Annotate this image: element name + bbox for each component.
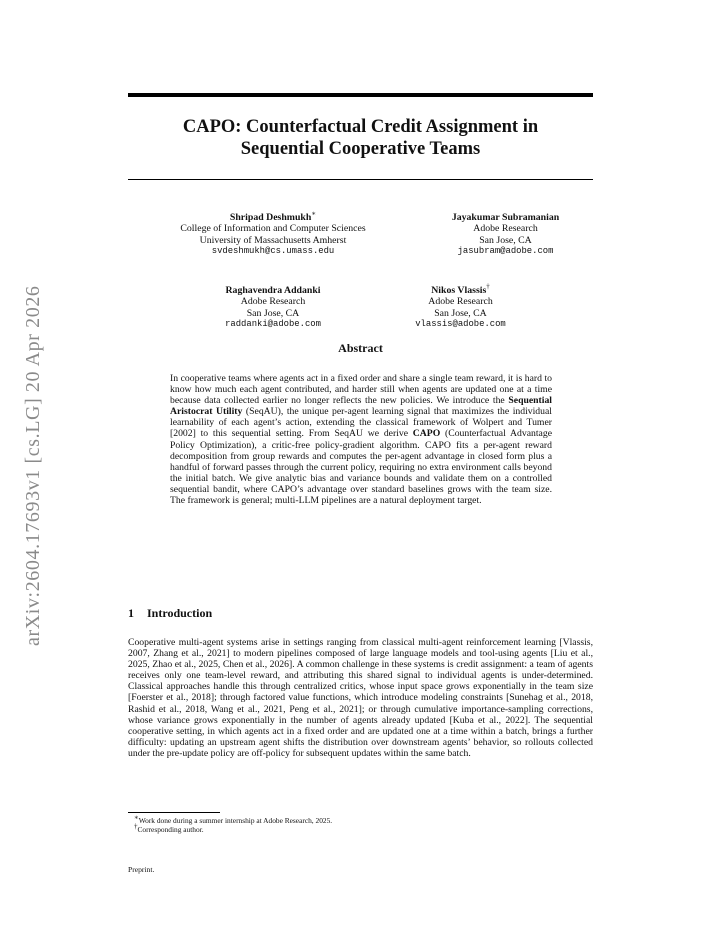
section-title: Introduction [147, 606, 213, 620]
author-affiliation: Adobe Research [428, 296, 493, 308]
author-email: vlassis@adobe.com [415, 319, 506, 330]
capo-term: CAPO [412, 428, 441, 440]
author-4 [378, 282, 543, 331]
title-bottom-rule [128, 179, 593, 180]
author-affiliation: Adobe Research [240, 296, 306, 308]
author-footnote-mark: † [486, 282, 490, 291]
title-line-1: CAPO: Counterfactual Credit Assignment in [182, 117, 539, 137]
paper-title [128, 116, 593, 160]
footnote: ∗Work done during a summer internship at Adobe Research, 2025. [134, 813, 333, 825]
footnotes [128, 813, 333, 835]
author-3 [128, 285, 418, 331]
title-top-rule [128, 93, 593, 97]
footnote-rule [128, 812, 220, 813]
abstract-heading: Abstract [338, 341, 383, 355]
title-line-2: Sequential Cooperative Teams [240, 139, 481, 159]
introduction-paragraph: Cooperative multi-agent systems arise in settings ranging from classical multi-agent reinforcement learning [Vlassis, 2007, Zhang et al., 2021] to modern pipelines composed of large language models and tool-using agents [Liu et al., 2025, Zhao et al., 2025, Chen et al., 2026]. A common challenge in these systems is credit assignment: a team of agents receives only one team-level reward, and attributing this shared signal to individual agents is under-determined. Classical approaches handle this through centralized critics, whose input space grows exponentially in the team size [Foerster et al., 2018]; through factored value functions, which introduce modeling constraints [Sunehag et al., 2018, Rashid et al., 2018, Wang et al., 2021, Peng et al., 2021]; or through cumulative importance-sampling corrections, whose variance grows exponentially in the number of agents already updated [Kuba et al., 2022]. The sequential cooperative setting, in which agents act in a fixed order and are updated one at a time within a batch, brings a further difficulty: updating an upstream agent shifts the distribution over downstream agents’ behavior, so rollouts collected under the pre-update policy are off-policy for subsequent updates within the same batch. [128, 637, 593, 759]
author-email: svdeshmukh@cs.umass.edu [211, 246, 335, 257]
preprint-footer: Preprint. [128, 865, 155, 874]
author-location: San Jose, CA [434, 307, 487, 319]
author-2 [418, 212, 593, 258]
seqau-term: Sequential Aristocrat Utility [170, 395, 552, 418]
author-email: jasubram@adobe.com [457, 246, 554, 257]
footnote: †Corresponding author. [134, 822, 204, 835]
abstract-text: In cooperative teams where agents act in a fixed order and share a single team reward, it is hard to know how much each agent contributed, and harder still when agents are updated one at a time because data collected earlier no longer reflects the new policies. We introduce the Sequential Aristocrat Utility (SeqAU), the unique per-agent learning signal that maximizes the individual learnability of each agent’s action, extending the classical framework of Wolpert and Tumer [2002] to this sequential setting. From SeqAU we derive CAPO (Counterfactual Advantage Policy Optimization), a critic-free policy-gradient algorithm. CAPO fits a per-agent reward decomposition from group rewards and computes the per-agent advantage in closed form plus a handful of forward passes through the current policy, requiring no extra environment calls beyond the initial batch. We give analytic bias and variance bounds and validate them on a controlled sequential bandit, where CAPO’s advantage over standard baselines grows with the team size. The framework is general; multi-LLM pipelines are a natural deployment target. [170, 373, 552, 507]
author-name: Nikos Vlassis† [431, 282, 490, 296]
author-name: Shripad Deshmukh∗ [229, 209, 317, 223]
author-email: raddanki@adobe.com [225, 319, 321, 330]
author-name: Jayakumar Subramanian [451, 212, 560, 223]
author-footnote-mark: ∗ [311, 209, 317, 218]
author-affiliation: University of Massachusetts Amherst [199, 234, 347, 246]
arxiv-identifier: arXiv:2604.17693v1 [cs.LG] 20 Apr 2026 [22, 285, 44, 646]
section-number: 1 [128, 606, 134, 620]
author-location: San Jose, CA [246, 307, 300, 319]
author-1 [128, 209, 418, 258]
author-affiliation: College of Information and Computer Sciences [180, 223, 366, 235]
section-heading-introduction [128, 606, 212, 621]
author-location: San Jose, CA [479, 234, 532, 246]
author-affiliation: Adobe Research [473, 223, 538, 235]
author-name: Raghavendra Addanki [225, 285, 321, 296]
